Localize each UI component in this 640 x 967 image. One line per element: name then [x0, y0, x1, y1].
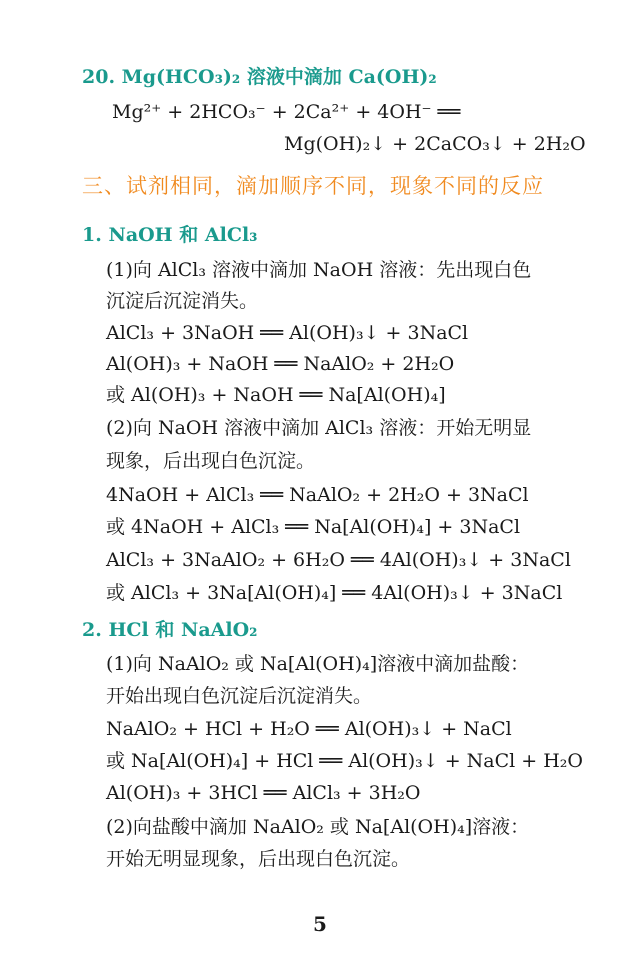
- paragraph-line: (1)向 AlCl₃ 溶液中滴加 NaOH 溶液：先出现白色: [106, 259, 532, 281]
- equation-line: 或 4NaOH + AlCl₃ ══ Na[Al(OH)₄] + 3NaCl: [106, 516, 521, 538]
- section-20-heading: 20. Mg(HCO₃)₂ 溶液中滴加 Ca(OH)₂: [82, 66, 437, 88]
- item-2-heading: 2. HCl 和 NaAlO₂: [82, 619, 258, 641]
- paragraph-line: (2)向 NaOH 溶液中滴加 AlCl₃ 溶液：开始无明显: [106, 417, 532, 439]
- equation-line: 或 AlCl₃ + 3Na[Al(OH)₄] ══ 4Al(OH)₃↓ + 3NaCl: [106, 582, 563, 604]
- paragraph-line: 开始出现白色沉淀后沉淀消失。: [106, 685, 373, 707]
- equation-line: 4NaOH + AlCl₃ ══ NaAlO₂ + 2H₂O + 3NaCl: [106, 484, 529, 506]
- section-three-title: 三、试剂相同，滴加顺序不同，现象不同的反应: [82, 174, 544, 198]
- item-1-heading: 1. NaOH 和 AlCl₃: [82, 224, 258, 246]
- paragraph-line: (1)向 NaAlO₂ 或 Na[Al(OH)₄]溶液中滴加盐酸：: [106, 653, 530, 675]
- paragraph-line: 现象，后出现白色沉淀。: [106, 450, 316, 472]
- equation-line: AlCl₃ + 3NaAlO₂ + 6H₂O ══ 4Al(OH)₃↓ + 3NaCl: [106, 549, 571, 571]
- page-number: 5: [313, 912, 327, 936]
- paragraph-line: (2)向盐酸中滴加 NaAlO₂ 或 Na[Al(OH)₄]溶液：: [106, 816, 530, 838]
- equation-line: 或 Na[Al(OH)₄] + HCl ══ Al(OH)₃↓ + NaCl + H₂O: [106, 750, 583, 772]
- equation-line: Al(OH)₃ + NaOH ══ NaAlO₂ + 2H₂O: [106, 353, 455, 375]
- paragraph-line: 沉淀后沉淀消失。: [106, 290, 259, 312]
- equation-line: Mg²⁺ + 2HCO₃⁻ + 2Ca²⁺ + 4OH⁻ ══: [112, 101, 461, 123]
- paragraph-line: 开始无明显现象，后出现白色沉淀。: [106, 848, 411, 870]
- equation-line: NaAlO₂ + HCl + H₂O ══ Al(OH)₃↓ + NaCl: [106, 718, 512, 740]
- equation-line: Mg(OH)₂↓ + 2CaCO₃↓ + 2H₂O: [284, 133, 586, 155]
- equation-line: Al(OH)₃ + 3HCl ══ AlCl₃ + 3H₂O: [106, 782, 421, 804]
- equation-line: 或 Al(OH)₃ + NaOH ══ Na[Al(OH)₄]: [106, 384, 446, 406]
- equation-line: AlCl₃ + 3NaOH ══ Al(OH)₃↓ + 3NaCl: [106, 322, 469, 344]
